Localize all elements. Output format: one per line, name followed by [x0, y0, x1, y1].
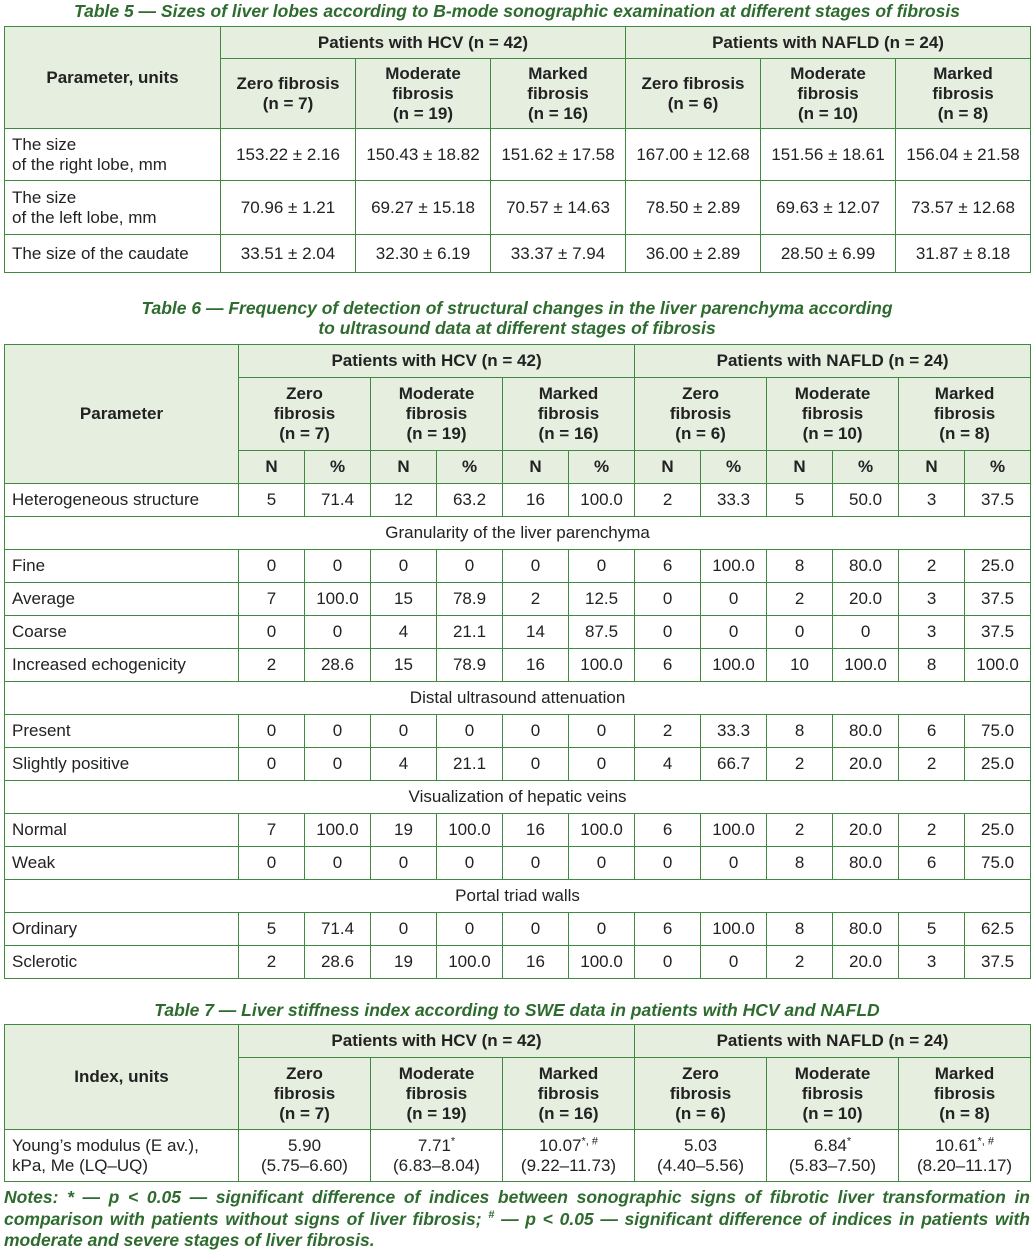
cell: 16: [503, 484, 569, 517]
table7-group-nafld: Patients with NAFLD (n = 24): [635, 1025, 1031, 1058]
cell: 100.0: [701, 913, 767, 946]
cell: 2: [899, 550, 965, 583]
table7-col-header: Moderate fibrosis (n = 19): [371, 1058, 503, 1130]
row-label: The size of the right lobe, mm: [5, 129, 221, 181]
table5-param-header: Parameter, units: [5, 27, 221, 129]
cell: 2: [239, 946, 305, 979]
table5-caption: Table 5 — Sizes of liver lobes according to B-mode sonographic examination at different stages of fibrosis: [74, 1, 960, 21]
row-label: The size of the caudate: [5, 235, 221, 273]
cell: 28.50 ± 6.99: [761, 235, 896, 273]
cell: 4: [371, 616, 437, 649]
cell: 14: [503, 616, 569, 649]
table-row: [5, 715, 1031, 748]
cell: 6: [635, 550, 701, 583]
table5: [4, 26, 1031, 273]
cell: 0: [569, 913, 635, 946]
table5-col-header: Marked fibrosis (n = 8): [896, 59, 1031, 129]
cell: 100.0: [569, 814, 635, 847]
cell: 0: [503, 550, 569, 583]
cell: 2: [503, 583, 569, 616]
cell: 25.0: [965, 814, 1031, 847]
cell: 0: [239, 748, 305, 781]
cell: 7.71* (6.83–8.04): [371, 1130, 503, 1182]
cell: 10.61*, # (8.20–11.17): [899, 1130, 1031, 1182]
cell: 5: [239, 913, 305, 946]
table7-col-header: Marked fibrosis (n = 8): [899, 1058, 1031, 1130]
cell: 8: [767, 913, 833, 946]
cell: 31.87 ± 8.18: [896, 235, 1031, 273]
cell: 5: [899, 913, 965, 946]
cell: 100.0: [305, 814, 371, 847]
cell: 0: [833, 616, 899, 649]
table6-n-header: N: [503, 451, 569, 484]
cell: 5: [239, 484, 305, 517]
table-notes: Notes: * — p < 0.05 — significant difference of indices between sonographic signs of fibrotic liver transformation in comparison with patients without signs of liver fibrosis; # — p < 0.05 — significant difference of indices in patients with moderate and severe stages of liver fibrosis.: [4, 1187, 1030, 1250]
cell: 0: [701, 946, 767, 979]
cell: 6: [635, 814, 701, 847]
cell: 66.7: [701, 748, 767, 781]
cell: 73.57 ± 12.68: [896, 181, 1031, 235]
cell: 167.00 ± 12.68: [626, 129, 761, 181]
cell: 8: [767, 550, 833, 583]
cell: 100.0: [569, 484, 635, 517]
cell: 75.0: [965, 715, 1031, 748]
table-row: [5, 583, 1031, 616]
cell: 0: [437, 913, 503, 946]
cell: 4: [371, 748, 437, 781]
cell: 71.4: [305, 484, 371, 517]
section-label: Visualization of hepatic veins: [5, 781, 1031, 814]
cell: 19: [371, 814, 437, 847]
cell: 8: [767, 847, 833, 880]
table5-group-nafld: Patients with NAFLD (n = 24): [626, 27, 1031, 59]
cell: 100.0: [569, 649, 635, 682]
row-label: Average: [5, 583, 239, 616]
table6-group-nafld: Patients with NAFLD (n = 24): [635, 345, 1031, 378]
cell: 63.2: [437, 484, 503, 517]
cell: 78.9: [437, 649, 503, 682]
cell: 37.5: [965, 616, 1031, 649]
cell: 100.0: [701, 550, 767, 583]
cell: 15: [371, 583, 437, 616]
section-row: [5, 517, 1031, 550]
cell: 6: [635, 649, 701, 682]
cell: 100.0: [437, 946, 503, 979]
table-row: [5, 129, 1031, 181]
row-label: Slightly positive: [5, 748, 239, 781]
table5-col-header: Zero fibrosis (n = 6): [626, 59, 761, 129]
cell: 0: [569, 550, 635, 583]
cell: 0: [437, 715, 503, 748]
cell: 78.50 ± 2.89: [626, 181, 761, 235]
cell: 12.5: [569, 583, 635, 616]
cell: 4: [635, 748, 701, 781]
cell: 78.9: [437, 583, 503, 616]
cell: 0: [437, 550, 503, 583]
cell: 33.3: [701, 484, 767, 517]
cell: 20.0: [833, 583, 899, 616]
cell: 151.56 ± 18.61: [761, 129, 896, 181]
cell: 150.43 ± 18.82: [356, 129, 491, 181]
cell: 16: [503, 946, 569, 979]
cell: 37.5: [965, 583, 1031, 616]
cell: 2: [767, 814, 833, 847]
cell: 0: [239, 847, 305, 880]
cell: 100.0: [833, 649, 899, 682]
cell: 2: [767, 748, 833, 781]
table6-caption: Table 6 — Frequency of detection of structural changes in the liver parenchyma according to ultrasound data at different stages of fibrosis: [141, 298, 893, 338]
cell: 0: [635, 616, 701, 649]
cell: 0: [305, 616, 371, 649]
cell: 2: [899, 748, 965, 781]
cell: 100.0: [437, 814, 503, 847]
table6-col-header: Zero fibrosis (n = 6): [635, 378, 767, 451]
cell: 25.0: [965, 550, 1031, 583]
table6-n-header: N: [899, 451, 965, 484]
table7-group-hcv: Patients with HCV (n = 42): [239, 1025, 635, 1058]
table6-pct-header: %: [833, 451, 899, 484]
section-row: [5, 880, 1031, 913]
row-label: Normal: [5, 814, 239, 847]
cell: 36.00 ± 2.89: [626, 235, 761, 273]
cell: 80.0: [833, 913, 899, 946]
cell: 2: [635, 484, 701, 517]
cell: 0: [371, 715, 437, 748]
table6-col-header: Zero fibrosis (n = 7): [239, 378, 371, 451]
cell: 0: [635, 946, 701, 979]
cell: 75.0: [965, 847, 1031, 880]
table-row: [5, 1130, 1031, 1182]
cell: 0: [305, 550, 371, 583]
table6-n-header: N: [239, 451, 305, 484]
cell: 87.5: [569, 616, 635, 649]
section-label: Granularity of the liver parenchyma: [5, 517, 1031, 550]
table-row: [5, 649, 1031, 682]
cell: 0: [371, 847, 437, 880]
table6-col-header: Moderate fibrosis (n = 10): [767, 378, 899, 451]
table5-col-header: Marked fibrosis (n = 16): [491, 59, 626, 129]
cell: 0: [569, 715, 635, 748]
cell: 0: [701, 616, 767, 649]
section-row: [5, 781, 1031, 814]
table-row: [5, 550, 1031, 583]
cell: 10.07*, # (9.22–11.73): [503, 1130, 635, 1182]
table6-col-header: Moderate fibrosis (n = 19): [371, 378, 503, 451]
cell: 6.84* (5.83–7.50): [767, 1130, 899, 1182]
cell: 2: [767, 583, 833, 616]
cell: 0: [569, 748, 635, 781]
table-row: [5, 814, 1031, 847]
cell: 0: [767, 616, 833, 649]
table6-n-header: N: [371, 451, 437, 484]
cell: 0: [503, 847, 569, 880]
cell: 50.0: [833, 484, 899, 517]
cell: 6: [635, 913, 701, 946]
row-label: Weak: [5, 847, 239, 880]
table5-group-hcv: Patients with HCV (n = 42): [221, 27, 626, 59]
cell: 28.6: [305, 946, 371, 979]
row-label: Heterogeneous structure: [5, 484, 239, 517]
cell: 153.22 ± 2.16: [221, 129, 356, 181]
table-row: [5, 748, 1031, 781]
cell: 2: [239, 649, 305, 682]
table7-col-header: Marked fibrosis (n = 16): [503, 1058, 635, 1130]
cell: 0: [239, 550, 305, 583]
cell: 70.57 ± 14.63: [491, 181, 626, 235]
table7-col-header: Moderate fibrosis (n = 10): [767, 1058, 899, 1130]
table6-n-header: N: [635, 451, 701, 484]
section-label: Distal ultrasound attenuation: [5, 682, 1031, 715]
cell: 3: [899, 616, 965, 649]
cell: 20.0: [833, 748, 899, 781]
cell: 0: [305, 847, 371, 880]
cell: 100.0: [701, 814, 767, 847]
table6-group-hcv: Patients with HCV (n = 42): [239, 345, 635, 378]
cell: 156.04 ± 21.58: [896, 129, 1031, 181]
table6-pct-header: %: [569, 451, 635, 484]
cell: 70.96 ± 1.21: [221, 181, 356, 235]
cell: 2: [899, 814, 965, 847]
cell: 33.37 ± 7.94: [491, 235, 626, 273]
cell: 80.0: [833, 847, 899, 880]
cell: 37.5: [965, 946, 1031, 979]
table5-col-header: Moderate fibrosis (n = 19): [356, 59, 491, 129]
table6-param-header: Parameter: [5, 345, 239, 484]
cell: 28.6: [305, 649, 371, 682]
table7-caption: Table 7 — Liver stiffness index according to SWE data in patients with HCV and NAFLD: [154, 1000, 880, 1020]
cell: 6: [899, 715, 965, 748]
cell: 15: [371, 649, 437, 682]
row-label: Ordinary: [5, 913, 239, 946]
cell: 0: [503, 715, 569, 748]
row-label: Increased echogenicity: [5, 649, 239, 682]
cell: 0: [239, 616, 305, 649]
cell: 37.5: [965, 484, 1031, 517]
row-label: Young’s modulus (E av.), kPa, Me (LQ–UQ): [5, 1130, 239, 1182]
table-row: [5, 484, 1031, 517]
cell: 16: [503, 649, 569, 682]
table5-col-header: Moderate fibrosis (n = 10): [761, 59, 896, 129]
table7-col-header: Zero fibrosis (n = 7): [239, 1058, 371, 1130]
cell: 0: [635, 847, 701, 880]
cell: 2: [767, 946, 833, 979]
cell: 62.5: [965, 913, 1031, 946]
row-label: The size of the left lobe, mm: [5, 181, 221, 235]
cell: 12: [371, 484, 437, 517]
cell: 2: [635, 715, 701, 748]
cell: 80.0: [833, 550, 899, 583]
cell: 69.63 ± 12.07: [761, 181, 896, 235]
cell: 69.27 ± 15.18: [356, 181, 491, 235]
cell: 3: [899, 484, 965, 517]
row-label: Coarse: [5, 616, 239, 649]
table-row: [5, 946, 1031, 979]
table5-col-header: Zero fibrosis (n = 7): [221, 59, 356, 129]
cell: 100.0: [701, 649, 767, 682]
table-row: [5, 616, 1031, 649]
cell: 0: [503, 748, 569, 781]
table7-col-header: Zero fibrosis (n = 6): [635, 1058, 767, 1130]
table7-param-header: Index, units: [5, 1025, 239, 1130]
cell: 21.1: [437, 748, 503, 781]
cell: 0: [701, 583, 767, 616]
cell: 10: [767, 649, 833, 682]
cell: 0: [503, 913, 569, 946]
table6-pct-header: %: [965, 451, 1031, 484]
cell: 0: [569, 847, 635, 880]
cell: 25.0: [965, 748, 1031, 781]
cell: 19: [371, 946, 437, 979]
cell: 0: [437, 847, 503, 880]
table6-n-header: N: [767, 451, 833, 484]
cell: 3: [899, 583, 965, 616]
cell: 100.0: [965, 649, 1031, 682]
cell: 3: [899, 946, 965, 979]
cell: 151.62 ± 17.58: [491, 129, 626, 181]
cell: 8: [767, 715, 833, 748]
cell: 0: [305, 715, 371, 748]
cell: 5.90 (5.75–6.60): [239, 1130, 371, 1182]
cell: 5.03 (4.40–5.56): [635, 1130, 767, 1182]
table6-pct-header: %: [701, 451, 767, 484]
cell: 32.30 ± 6.19: [356, 235, 491, 273]
cell: 0: [239, 715, 305, 748]
cell: 33.3: [701, 715, 767, 748]
table-row: [5, 235, 1031, 273]
cell: 33.51 ± 2.04: [221, 235, 356, 273]
row-label: Fine: [5, 550, 239, 583]
cell: 80.0: [833, 715, 899, 748]
cell: 16: [503, 814, 569, 847]
cell: 20.0: [833, 946, 899, 979]
cell: 7: [239, 814, 305, 847]
cell: 5: [767, 484, 833, 517]
cell: 7: [239, 583, 305, 616]
table7: [4, 1024, 1031, 1182]
cell: 0: [371, 913, 437, 946]
section-row: [5, 682, 1031, 715]
cell: 100.0: [569, 946, 635, 979]
table6-col-header: Marked fibrosis (n = 8): [899, 378, 1031, 451]
cell: 0: [635, 583, 701, 616]
cell: 20.0: [833, 814, 899, 847]
cell: 6: [899, 847, 965, 880]
row-label: Sclerotic: [5, 946, 239, 979]
table6-pct-header: %: [305, 451, 371, 484]
table-row: [5, 847, 1031, 880]
cell: 21.1: [437, 616, 503, 649]
row-label: Present: [5, 715, 239, 748]
cell: 0: [371, 550, 437, 583]
table6: [4, 344, 1031, 979]
cell: 71.4: [305, 913, 371, 946]
section-label: Portal triad walls: [5, 880, 1031, 913]
table6-pct-header: %: [437, 451, 503, 484]
table-row: [5, 181, 1031, 235]
cell: 8: [899, 649, 965, 682]
cell: 100.0: [305, 583, 371, 616]
table6-col-header: Marked fibrosis (n = 16): [503, 378, 635, 451]
cell: 0: [701, 847, 767, 880]
table-row: [5, 913, 1031, 946]
cell: 0: [305, 748, 371, 781]
